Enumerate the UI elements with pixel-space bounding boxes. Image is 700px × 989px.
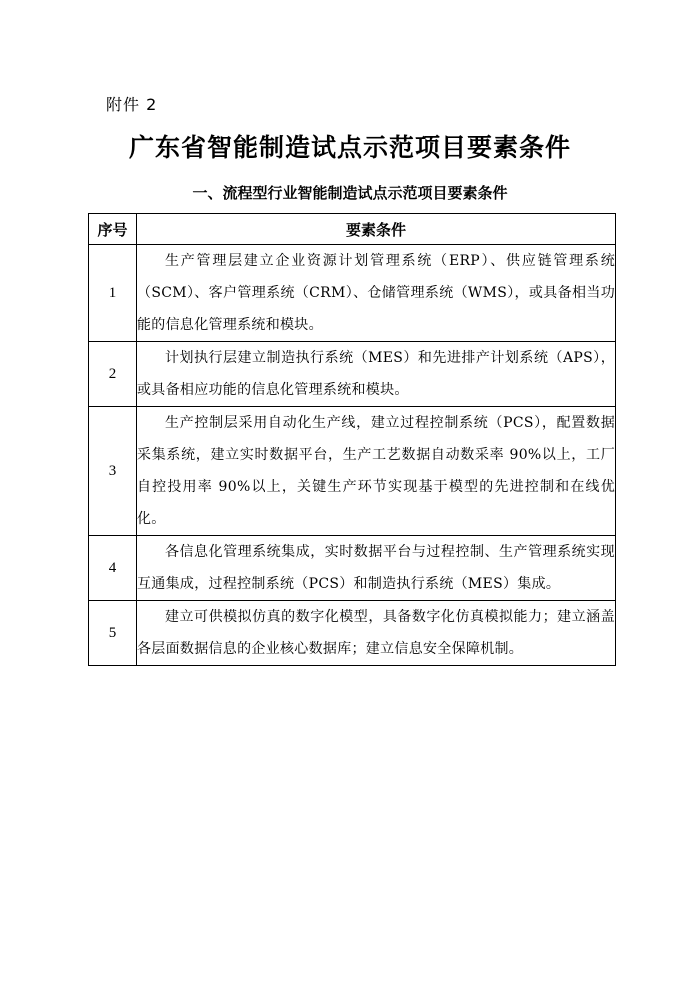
row-condition-text: 建立可供模拟仿真的数字化模型，具备数字化仿真模拟能力；建立涵盖各层面数据信息的企业核心数据库；建立信息安全保障机制。 xyxy=(137,601,616,666)
row-condition-text: 生产管理层建立企业资源计划管理系统（ERP）、供应链管理系统（SCM）、客户管理系统（CRM）、仓储管理系统（WMS），或具备相当功能的信息化管理系统和模块。 xyxy=(137,245,616,342)
row-condition-text: 生产控制层采用自动化生产线，建立过程控制系统（PCS），配置数据采集系统，建立实时数据平台，生产工艺数据自动数采率 90%以上，工厂自控投用率 90%以上，关键生产环节实现基于模型的先进控制和在线优化。 xyxy=(137,407,616,536)
table-row xyxy=(89,245,616,342)
row-number: 4 xyxy=(89,536,137,601)
header-condition: 要素条件 xyxy=(137,214,616,245)
table-row xyxy=(89,601,616,666)
row-condition-text: 计划执行层建立制造执行系统（MES）和先进排产计划系统（APS），或具备相应功能的信息化管理系统和模块。 xyxy=(137,342,616,407)
section-subtitle: 一、流程型行业智能制造试点示范项目要素条件 xyxy=(192,184,508,202)
table-row xyxy=(89,536,616,601)
table-row xyxy=(89,407,616,536)
table-header-row xyxy=(89,214,616,245)
table-header xyxy=(89,214,616,245)
attachment-label: 附件 2 xyxy=(106,95,158,114)
table-row xyxy=(89,342,616,407)
row-number: 1 xyxy=(89,245,137,342)
row-number: 3 xyxy=(89,407,137,536)
requirements-table xyxy=(88,213,616,666)
row-number: 2 xyxy=(89,342,137,407)
row-condition-text: 各信息化管理系统集成，实时数据平台与过程控制、生产管理系统实现互通集成，过程控制系统（PCS）和制造执行系统（MES）集成。 xyxy=(137,536,616,601)
table-body xyxy=(89,245,616,666)
header-number: 序号 xyxy=(89,214,137,245)
document-title: 广东省智能制造试点示范项目要素条件 xyxy=(128,133,571,162)
row-number: 5 xyxy=(89,601,137,666)
